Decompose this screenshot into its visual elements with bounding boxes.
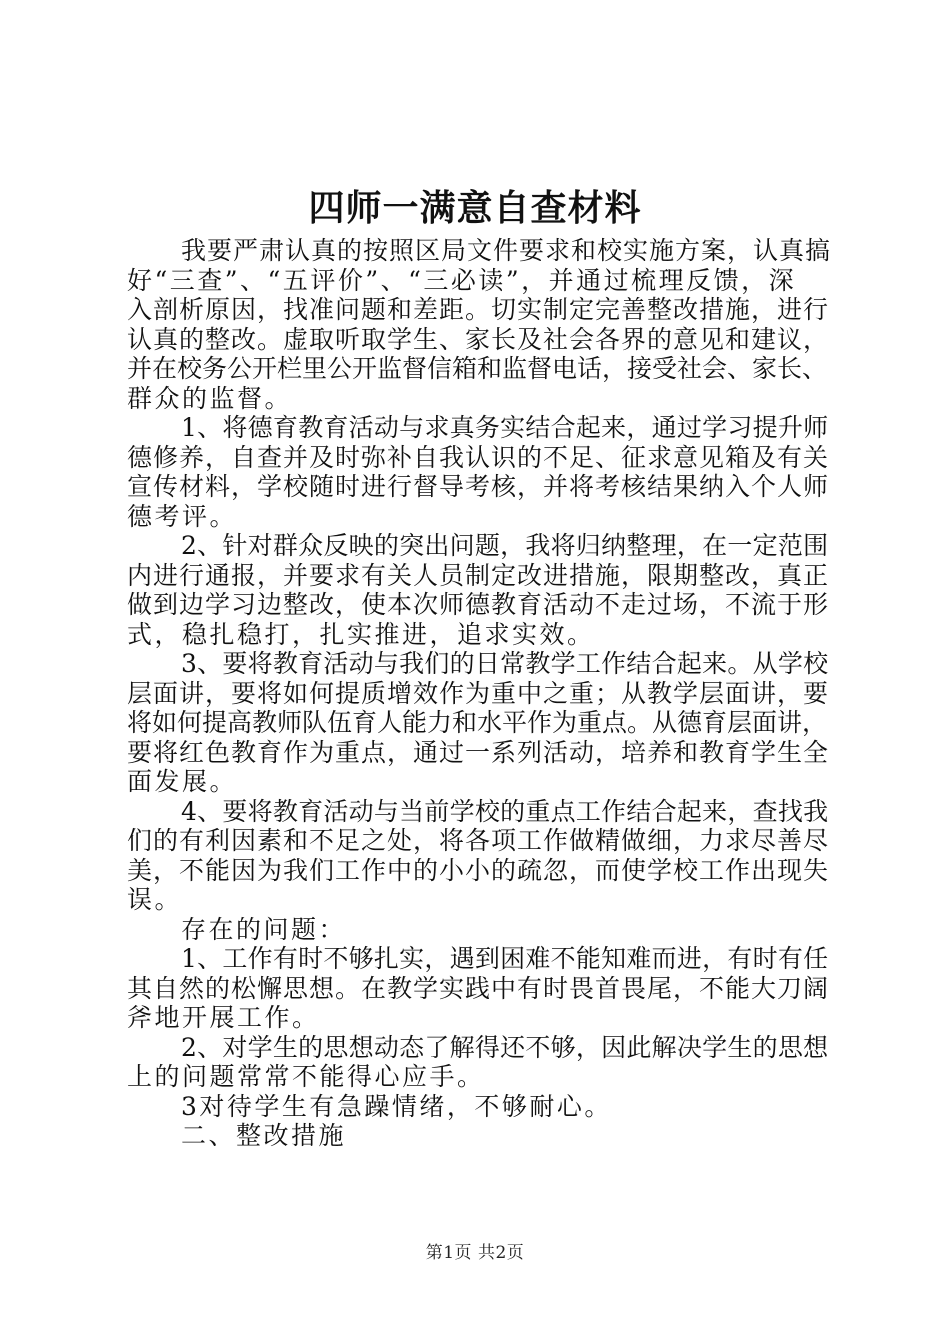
paragraph-line: 层面讲，要将如何提质增效作为重中之重；从教学层面讲，要 <box>127 678 830 708</box>
document-body <box>127 236 832 1151</box>
paragraph-line: 4、要将教育活动与当前学校的重点工作结合起来，查找我 <box>181 796 829 826</box>
paragraph-line: 斧地开展工作。 <box>127 1003 320 1032</box>
paragraph-line: 误。 <box>127 885 183 914</box>
paragraph-line: 内进行通报，并要求有关人员制定改进措施，限期整改，真正 <box>127 560 830 590</box>
section-heading: 存在的问题： <box>181 914 347 944</box>
section-heading: 二、整改措施 <box>181 1121 347 1150</box>
paragraph-line: 2、针对群众反映的突出问题，我将归纳整理，在一定范围 <box>181 531 829 560</box>
page-number-footer: 第1页 共2页 <box>425 1243 525 1263</box>
paragraph-line: 其自然的松懈思想。在教学实践中有时畏首畏尾，不能大刀阔 <box>127 973 830 1003</box>
paragraph-line: 做到边学习边整改，使本次师德教育活动不走过场，不流于形 <box>127 590 830 619</box>
paragraph-line: 我要严肃认真的按照区局文件要求和校实施方案，认真搞 <box>181 236 832 265</box>
paragraph-line: 面发展。 <box>127 767 238 796</box>
paragraph-line: 上的问题常常不能得心应手。 <box>127 1062 485 1091</box>
paragraph-line: 要将红色教育作为重点，通过一系列活动，培养和教育学生全 <box>127 737 830 767</box>
paragraph-line: 认真的整改。虚取听取学生、家长及社会各界的意见和建议， <box>127 324 830 354</box>
paragraph-line: 宣传材料，学校随时进行督导考核，并将考核结果纳入个人师 <box>127 472 830 501</box>
paragraph-line: 德修养，自查并及时弥补自我认识的不足、征求意见箱及有关 <box>127 442 830 472</box>
paragraph-line: 德考评。 <box>127 501 238 531</box>
paragraph-line: 群众的监督。 <box>127 383 293 413</box>
paragraph-line: 3对待学生有急躁情绪，不够耐心。 <box>181 1091 612 1121</box>
paragraph-line: 并在校务公开栏里公开监督信箱和监督电话，接受社会、家长、 <box>127 354 828 383</box>
paragraph-line: 式，稳扎稳打，扎实推进，追求实效。 <box>127 619 595 649</box>
paragraph-line: 入剖析原因，找准问题和差距。切实制定完善整改措施，进行 <box>127 295 830 324</box>
paragraph-line: 将如何提高教师队伍育人能力和水平作为重点。从德育层面讲， <box>127 708 828 737</box>
paragraph-line: 们的有利因素和不足之处，将各项工作做精做细，力求尽善尽 <box>127 826 830 855</box>
paragraph-line: 2、对学生的思想动态了解得还不够，因此解决学生的思想 <box>181 1032 829 1062</box>
paragraph-line: 1、将德育教育活动与求真务实结合起来，通过学习提升师 <box>181 413 829 442</box>
paragraph-line: 好“三查”、“五评价”、“三必读”，并通过梳理反馈，深 <box>127 265 797 295</box>
paragraph-line: 美，不能因为我们工作中的小小的疏忽，而使学校工作出现失 <box>127 855 830 885</box>
paragraph-line: 1、工作有时不够扎实，遇到困难不能知难而进，有时有任 <box>181 944 829 973</box>
paragraph-line: 3、要将教育活动与我们的日常教学工作结合起来。从学校 <box>181 649 829 678</box>
document-title: 四师一满意自查材料 <box>308 187 642 229</box>
